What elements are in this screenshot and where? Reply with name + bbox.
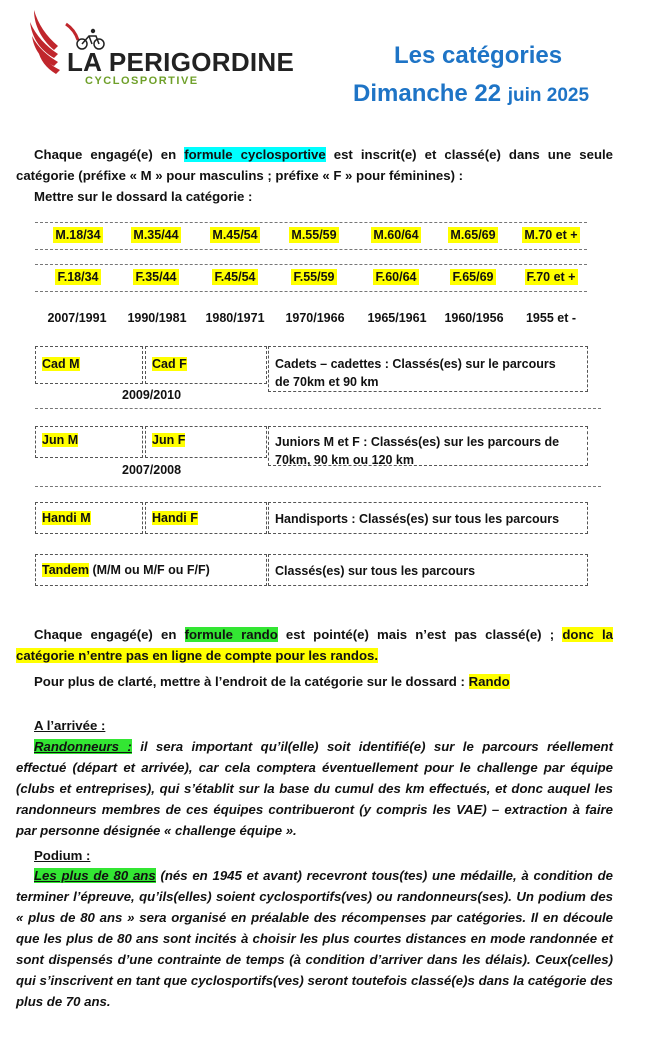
event-date-month: juin 2025 bbox=[507, 85, 590, 106]
randonneurs-highlight: Randonneurs : bbox=[34, 739, 132, 754]
category-label: M.65/69 bbox=[450, 228, 496, 242]
rando-text-b: est pointé(e) mais n’est pas classé(e) ; bbox=[277, 627, 563, 642]
tandem-label bbox=[42, 563, 210, 577]
intro-paragraph bbox=[16, 144, 613, 186]
arrivee-paragraph bbox=[16, 736, 613, 841]
year-range: 1970/1966 bbox=[285, 311, 345, 325]
handisport-description: Handisports : Classés(es) sur tous les parcours bbox=[275, 512, 560, 526]
plus-80-highlight: Les plus de 80 ans bbox=[34, 868, 156, 883]
intro-text-a: Chaque engagé(e) en bbox=[34, 147, 185, 162]
logo-subtitle: CYCLOSPORTIVE bbox=[85, 75, 199, 87]
page-title: Les catégories bbox=[394, 42, 563, 69]
separator bbox=[35, 408, 601, 409]
tandem-box bbox=[35, 554, 267, 586]
category-label: F.35/44 bbox=[135, 270, 177, 284]
male-categories-row bbox=[35, 222, 587, 250]
podium-paragraph bbox=[16, 865, 613, 1012]
jun-m-label: Jun M bbox=[42, 433, 79, 447]
category-cell bbox=[433, 223, 513, 247]
rando-dossard-value: Rando bbox=[468, 674, 510, 689]
formule-cyclosportive-highlight: formule cyclosportive bbox=[184, 147, 326, 162]
category-label: M.55/59 bbox=[291, 228, 337, 242]
cad-f-label: Cad F bbox=[152, 357, 187, 371]
tandem-description: Classés(es) sur tous les parcours bbox=[275, 564, 476, 578]
category-label: F.60/64 bbox=[375, 270, 417, 284]
category-cell bbox=[433, 265, 513, 289]
category-label: M.45/54 bbox=[212, 228, 258, 242]
juniors-description: Juniors M et F : Classés(es) sur les parcours de 70km, 90 km ou 120 km bbox=[275, 435, 560, 467]
tandem-types: (M/M ou M/F ou F/F) bbox=[89, 563, 210, 577]
year-range: 1960/1956 bbox=[444, 311, 504, 325]
handisport-desc-box bbox=[268, 502, 588, 534]
juniors-desc-box bbox=[268, 426, 588, 466]
year-range: 1965/1961 bbox=[367, 311, 427, 325]
category-label: F.45/54 bbox=[214, 270, 256, 284]
rando-dossard-text: Pour plus de clarté, mettre à l’endroit de la catégorie sur le dossard : bbox=[34, 674, 469, 689]
formule-rando-highlight: formule rando bbox=[184, 627, 278, 642]
podium-text: (nés en 1945 et avant) recevront tous(tes) une médaille, à condition de terminer l’épreuve, qu’ils(elles) soient cyclosportifs(ves) ou randonneurs(ses). Un podium des « plus de 80 ans » sera organisé en préalable des récompenses par catégories. Il en découle que les plus de 80 ans sont incités à choisir les plus courtes distances en mode randonnée et sont dispensés d’une contrainte de temps (à condition d’arriver dans les délais). Ceux(celles) qui s’inscrivent en tant que cyclosportifs(ves) seront toutefois classé(e)s dans la catégorie des plus de 70 ans. bbox=[16, 868, 613, 1009]
cadets-desc-box bbox=[268, 346, 588, 392]
category-label: M.60/64 bbox=[373, 228, 419, 242]
event-date bbox=[353, 80, 589, 108]
tandem-desc-box bbox=[268, 554, 588, 586]
category-cell bbox=[115, 265, 197, 289]
category-cell bbox=[195, 265, 275, 289]
rando-note-highlight: donc la catégorie n’entre pas en ligne de compte pour les randos. bbox=[16, 627, 614, 663]
category-label: F.55/59 bbox=[293, 270, 335, 284]
cad-m-label: Cad M bbox=[42, 357, 80, 371]
cad-m-box bbox=[35, 346, 143, 384]
category-cell bbox=[271, 265, 357, 289]
handi-f-box bbox=[145, 502, 267, 534]
intro-text-b: est inscrit(e) et classé(e) dans une seule catégorie (préfixe « M » pour masculins ; préfixe « F » pour féminines) : bbox=[16, 147, 614, 183]
handi-m-box bbox=[35, 502, 143, 534]
juniors-years: 2007/2008 bbox=[122, 463, 182, 477]
dossard-instruction: Mettre sur le dossard la catégorie : bbox=[34, 189, 253, 204]
jun-f-label: Jun F bbox=[152, 433, 186, 447]
tandem-highlight: Tandem bbox=[42, 563, 89, 577]
rando-paragraph bbox=[16, 624, 613, 666]
logo-title: LA PERIGORDINE bbox=[67, 47, 295, 77]
jun-f-box bbox=[145, 426, 267, 458]
category-label: F.18/34 bbox=[57, 270, 99, 284]
year-range: 1955 et - bbox=[525, 311, 577, 325]
category-label: F.70 et + bbox=[526, 270, 576, 284]
category-cell bbox=[507, 223, 595, 247]
category-label: M.70 et + bbox=[524, 228, 578, 242]
year-range: 2007/1991 bbox=[47, 311, 107, 325]
category-cell bbox=[353, 265, 439, 289]
category-cell bbox=[507, 265, 595, 289]
category-cell bbox=[35, 223, 121, 247]
category-cell bbox=[195, 223, 275, 247]
handi-m-label: Handi M bbox=[42, 511, 91, 525]
podium-heading: Podium : bbox=[34, 848, 91, 863]
category-cell bbox=[271, 223, 357, 247]
rando-dossard-instruction bbox=[34, 671, 510, 692]
cadets-years: 2009/2010 bbox=[122, 388, 182, 402]
category-label: F.65/69 bbox=[452, 270, 494, 284]
category-cell bbox=[115, 223, 197, 247]
category-label: M.35/44 bbox=[133, 228, 179, 242]
cad-f-box bbox=[145, 346, 267, 384]
year-range: 1980/1971 bbox=[205, 311, 265, 325]
rando-text-a: Chaque engagé(e) en bbox=[34, 627, 185, 642]
category-label: M.18/34 bbox=[55, 228, 101, 242]
female-categories-row bbox=[35, 264, 587, 292]
jun-m-box bbox=[35, 426, 143, 458]
event-date-main: Dimanche 22 bbox=[353, 80, 502, 107]
years-row bbox=[35, 306, 587, 332]
handi-f-label: Handi F bbox=[152, 511, 198, 525]
separator bbox=[35, 486, 601, 487]
arrivee-heading: A l’arrivée : bbox=[34, 718, 106, 733]
category-cell bbox=[353, 223, 439, 247]
category-cell bbox=[35, 265, 121, 289]
cadets-description: Cadets – cadettes : Classés(es) sur le parcours de 70km et 90 km bbox=[275, 357, 556, 389]
arrivee-text: il sera important qu’il(elle) soit identifié(e) sur le parcours réellement effectué (départ et arrivée), car cela comptera éventuellement pour le challenge par équipe (clubs et entreprises), qui s’établit sur la base du cumul des km effectués, et donc auquel les randonneurs membres de ces équipes contribueront (y compris les VAE) – extraction à faire par personne désignée « challenge équipe ». bbox=[16, 739, 613, 838]
year-range: 1990/1981 bbox=[127, 311, 187, 325]
